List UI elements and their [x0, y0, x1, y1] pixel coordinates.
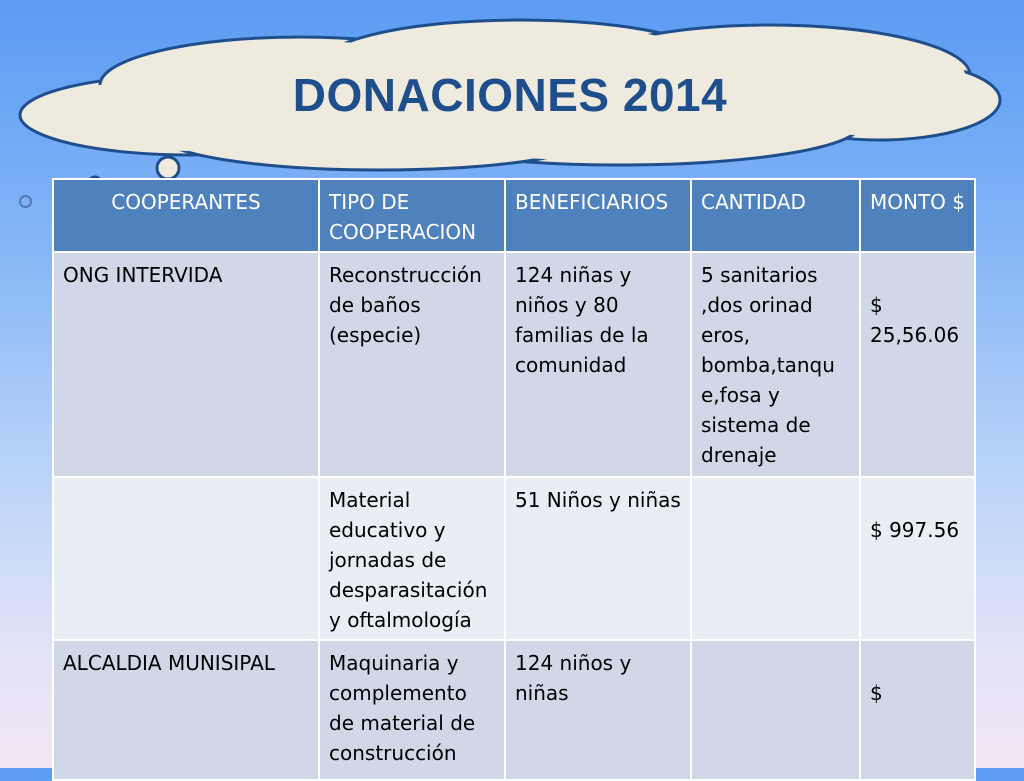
table-row — [53, 640, 975, 780]
cell-cantidad — [691, 477, 860, 640]
donations-table — [52, 178, 976, 781]
cell-cooperante — [53, 477, 319, 640]
monto-value: $ — [870, 681, 883, 705]
cell-cantidad — [691, 640, 860, 780]
table-row — [53, 477, 975, 640]
table-row — [53, 252, 975, 477]
cell-tipo: Maquinaria y complemento de material de construcción — [319, 640, 505, 780]
cell-tipo: Reconstrucción de baños (especie) — [319, 252, 505, 477]
cell-monto — [860, 640, 975, 780]
page-title: DONACIONES 2014 — [292, 69, 728, 121]
cell-beneficiarios: 124 niños y niñas — [505, 640, 691, 780]
cell-cooperante: ONG INTERVIDA — [53, 252, 319, 477]
cell-monto — [860, 477, 975, 640]
header-beneficiarios: BENEFICIARIOS — [505, 179, 691, 252]
bullet-icon — [19, 195, 32, 208]
cell-monto — [860, 252, 975, 477]
cell-beneficiarios: 51 Niños y niñas — [505, 477, 691, 640]
table-header-row — [53, 179, 975, 252]
cell-tipo: Material educativo y jornadas de desparasitación y oftalmología — [319, 477, 505, 640]
header-tipo-cooperacion: TIPO DE COOPERACION — [319, 179, 505, 252]
header-cantidad: CANTIDAD — [691, 179, 860, 252]
cell-cooperante: ALCALDIA MUNISIPAL — [53, 640, 319, 780]
cell-beneficiarios: 124 niñas y niños y 80 familias de la comunidad — [505, 252, 691, 477]
monto-value: $ 25,56.06 — [870, 293, 960, 347]
header-cooperantes: COOPERANTES — [53, 179, 319, 252]
cell-cantidad: 5 sanitarios ,dos orinad eros, bomba,tanqu e,fosa y sistema de drenaje — [691, 252, 860, 477]
header-monto: MONTO $ — [860, 179, 975, 252]
monto-value: $ 997.56 — [870, 518, 960, 542]
